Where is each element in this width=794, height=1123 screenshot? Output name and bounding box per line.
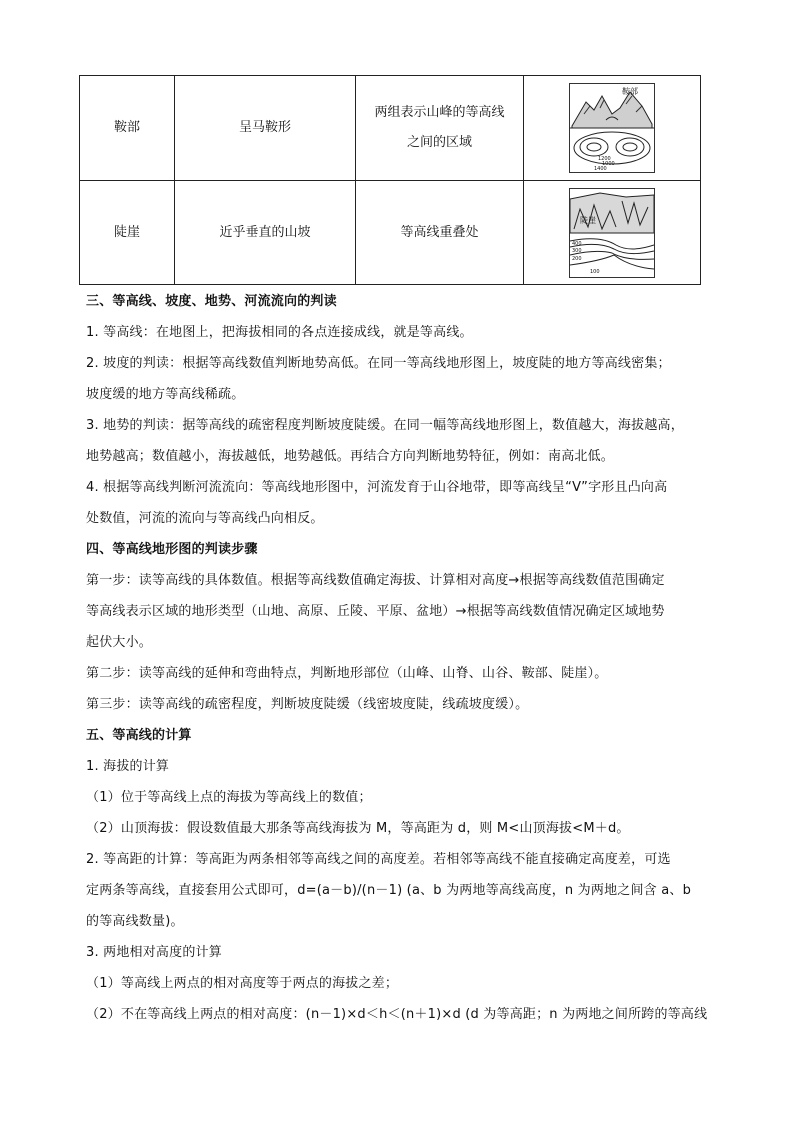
subsection-heading: 1. 海拔的计算: [86, 759, 170, 774]
section-heading: 四、等高线地形图的判读步骤: [86, 542, 258, 557]
paragraph-line: 第一步：读等高线的具体数值。根据等高线数值确定海拔、计算相对高度→根据等高线数值范围确定: [86, 573, 665, 588]
contour-value: 200: [572, 255, 582, 262]
feature-line: 两组表示山峰的等高线: [374, 105, 505, 120]
paragraph-line: 2. 坡度的判读：根据等高线数值判断地势高低。在同一等高线地形图上，坡度陡的地方等高线密集；: [86, 356, 671, 371]
contour-value: 100: [590, 268, 600, 275]
table-row: [80, 76, 701, 181]
figure-label: 鞍部: [622, 87, 638, 96]
cliff-illustration: [569, 188, 655, 278]
paragraph-line: 定两条等高线，直接套用公式即可，d=(a－b)/(n－1) (a、b 为两地等高线高度，n 为两地之间含 a、b: [86, 883, 692, 898]
paragraph-line: （2）山顶海拔：假设数值最大那条等高线海拔为 M，等高距为 d，则 M<山顶海拔<M＋d。: [86, 821, 630, 836]
paragraph-line: 4. 根据等高线判断河流流向：等高线地形图中，河流发育于山谷地带，即等高线呈“V”字形且凸向高: [86, 480, 668, 495]
paragraph-line: 2. 等高距的计算：等高距为两条相邻等高线之间的高度差。若相邻等高线不能直接确定高度差，可选: [86, 852, 671, 867]
paragraph-line: 的等高线数量)。: [86, 914, 184, 929]
figure-label: 陡崖: [580, 215, 596, 225]
feature-line: 等高线重叠处: [400, 224, 479, 240]
section-heading: 三、等高线、坡度、地势、河流流向的判读: [86, 294, 337, 309]
paragraph-line: （2）不在等高线上两点的相对高度：(n－1)×d＜h＜(n＋1)×d (d 为等高距；n 为两地之间所跨的等高线: [86, 1007, 708, 1022]
landform-figure-cell: [524, 181, 701, 285]
paragraph-line: （1）位于等高线上点的海拔为等高线上的数值；: [86, 790, 372, 805]
paragraph-line: 第三步：读等高线的疏密程度，判断坡度陡缓（线密坡度陡，线疏坡度缓）。: [86, 697, 529, 712]
contour-value: 300: [572, 247, 582, 254]
saddle-illustration: [569, 83, 655, 173]
paragraph-line: 起伏大小。: [86, 635, 153, 650]
paragraph-line: 1. 等高线：在地图上，把海拔相同的各点连接成线，就是等高线。: [86, 325, 473, 340]
paragraph-line: （1）等高线上两点的相对高度等于两点的海拔之差；: [86, 976, 399, 991]
contour-value: 1200: [598, 156, 611, 162]
landform-feature-cell: [356, 76, 524, 181]
landform-name-cell: 鞍部: [80, 76, 175, 181]
section-heading: 五、等高线的计算: [86, 728, 192, 743]
landform-figure-cell: [524, 76, 701, 181]
paragraph-line: 第二步：读等高线的延伸和弯曲特点，判断地形部位（山峰、山脊、山谷、鞍部、陡崖）。: [86, 666, 608, 681]
landform-feature-cell: [356, 181, 524, 285]
article-body: [86, 286, 720, 1030]
landform-shape-cell: 呈马鞍形: [175, 76, 356, 181]
paragraph-line: 处数值，河流的流向与等高线凸向相反。: [86, 511, 324, 526]
paragraph-line: 坡度缓的地方等高线稀疏。: [86, 387, 245, 402]
landform-table: [79, 75, 701, 285]
paragraph-line: 3. 地势的判读：据等高线的疏密程度判断坡度陡缓。在同一幅等高线地形图上，数值越大，海拔越高，: [86, 418, 684, 433]
contour-value: 400: [572, 240, 582, 247]
contour-value: 1000: [602, 161, 615, 167]
landform-name-cell: 陡崖: [80, 181, 175, 285]
landform-shape-cell: 近乎垂直的山坡: [175, 181, 356, 285]
feature-line: 之间的区域: [406, 135, 472, 150]
table-row: [80, 181, 701, 285]
contour-value: 1400: [594, 166, 607, 172]
paragraph-line: 地势越高；数值越小，海拔越低，地势越低。再结合方向判断地势特征，例如：南高北低。: [86, 449, 615, 464]
paragraph-line: 等高线表示区域的地形类型（山地、高原、丘陵、平原、盆地）→根据等高线数值情况确定区域地势: [86, 604, 665, 619]
subsection-heading: 3. 两地相对高度的计算: [86, 945, 222, 960]
